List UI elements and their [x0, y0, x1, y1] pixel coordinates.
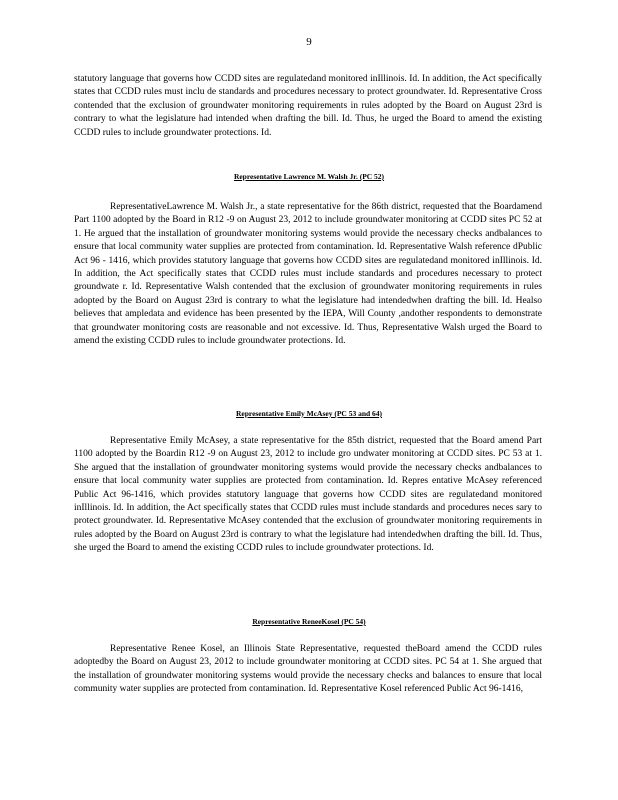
paragraph-walsh: RepresentativeLawrence M. Walsh Jr., a state representative for the 86th district, requested that the Boardamend Part 1100 adopted by the Board in R12 -9 on August 23, 2012 to include groundwater monitoring at CCDD sites PC 52 at 1. He argued that the installation of groundwater monitoring systems would provide the necessary checks andbalances to ensure that local community water supplies are protected from contamination. Id. Representative Walsh reference dPublic Act 96 - 1416, which provides statutory language that governs how CCDD sites are regulatedand monitored inIllinois. Id. In addition, the Act specifically states that CCDD rules must include standards and procedures necessary to protect groundwate r. Id. Representative Walsh contended that the exclusion of groundwater monitoring requirements in rules adopted by the Board on August 23rd is contrary to what the legislature had intendedwhen drafting the bill. Id. Healso believes that ampledata and evidence has been presented by the IEPA, Will County ,andother respondents to demonstrate that groundwater monitoring costs are reasonable and not excessive. Id. Thus, Representative Walsh urged the Board to amend the existing CCDD rules to include groundwater protections. Id.	[74, 202, 542, 347]
section-heading-kosel-text: Representative ReneeKosel (PC 54)	[252, 617, 366, 626]
section-heading-kosel	[0, 617, 618, 627]
page-number: 9	[306, 36, 312, 48]
section-heading-walsh	[0, 172, 618, 182]
section-heading-walsh-text: Representative Lawrence M. Walsh Jr. (PC 52)	[233, 172, 385, 181]
paragraph-cross-continued: statutory language that governs how CCDD sites are regulatedand monitored inIllinois. Id. In addition, the Act specifically states that CCDD rules must inclu de standards and procedures necessary to protect groundwater. Id. Representative Cross contended that the exclusion of groundwater monitoring requirements in rules adopted by the Board on August 23rd is contrary to what the legislature had intended when drafting the bill. Id. Thus, he urged the Board to amend the existing CCDD rules to include groundwater protections. Id.	[74, 74, 542, 138]
paragraph-mcasey: Representative Emily McAsey, a state representative for the 85th district, requested that the Board amend Part 1100 adopted by the Boardin R12 -9 on August 23, 2012 to include gro undwater monitoring at CCDD sites. PC 53 at 1. She argued that the installation of groundwater monitoring systems would provide the necessary checks andbalances to ensure that local community water supplies are protected from contamination. Id. Repres entative McAsey referenced Public Act 96-1416, which provides statutory language that governs how CCDD sites are regulatedand monitored inIllinois. Id. In addition, the Act specifically states that CCDD rules must include standards and procedures neces sary to protect groundwater. Id. Representative McAsey contended that the exclusion of groundwater monitoring requirements in rules adopted by the Board on August 23rd is contrary to what the legislature had intendedwhen drafting the bill. Id. Thus, she urged the Board to amend the existing CCDD rules to include groundwater protections. Id.	[74, 436, 542, 554]
section-heading-mcasey	[0, 409, 618, 419]
paragraph-kosel: Representative Renee Kosel, an Illinois State Representative, requested theBoard amend the CCDD rules adoptedby the Board on August 23, 2012 to include groundwater monitoring at CCDD sites. PC 54 at 1. She argued that the installation of groundwater monitoring systems would provide the necessary checks and balances to ensure that local community water supplies are protected from contamination. Id. Representative Kosel referenced Public Act 96-1416,	[74, 644, 542, 695]
section-heading-mcasey-text: Representative Emily McAsey (PC 53 and 64)	[235, 409, 383, 418]
